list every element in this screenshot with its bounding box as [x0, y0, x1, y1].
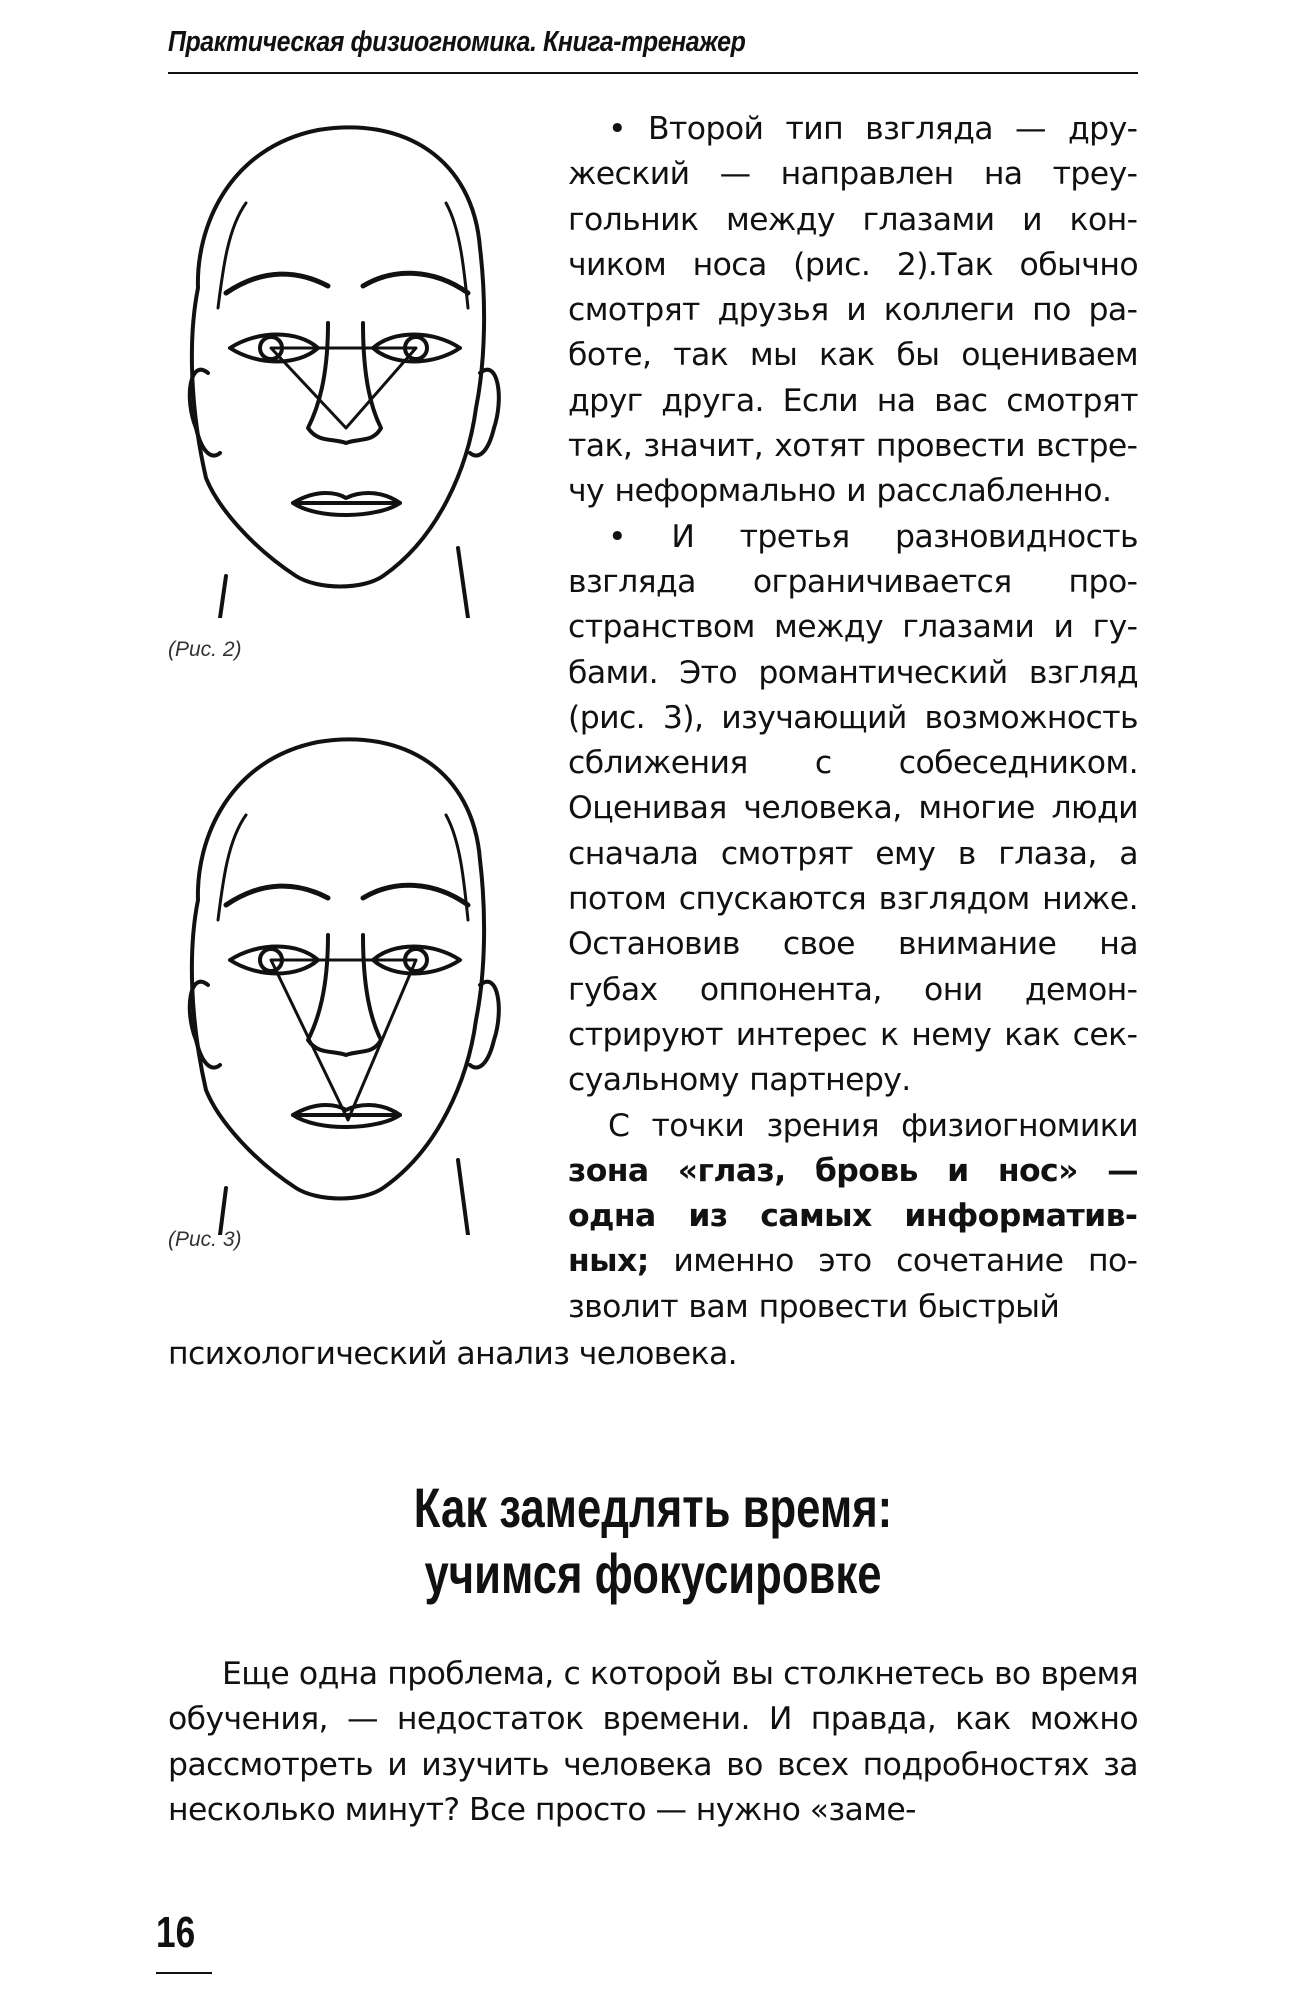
emphasis-zone: зона «глаз, бровь и нос» — одна из самых информативных; — [568, 1152, 1138, 1280]
paragraph-start: С точки зрения физиогномики — [608, 1107, 1138, 1144]
figure-3-face-illustration — [168, 715, 508, 1235]
section-heading — [275, 1475, 1032, 1607]
paragraph-physiognomy-zone — [568, 1104, 1138, 1330]
section-heading-line-2: учимся фокусировке — [424, 1542, 882, 1605]
section-body-paragraph: Еще одна проблема, с которой вы столкнетесь во время обучения, — недостаток времени. И правда, как можно рассмотреть и изучить человека во всех подробностях за несколько минут? Все просто — нужно «заме- — [168, 1656, 1138, 1828]
paragraph-romantic-gaze: • И третья разновидность взгляда ограничивается пространством между глазами и губами. Это романтический взгляд (рис. 3), изучающий возможность сближения с собеседником. Оценивая человека, многие люди сначала смотрят ему в глаза, а потом спускаются взглядом ниже. Остановив свое внимание на губах оппонента, они демонстрируют интерес к нему как сексуальному партнеру. — [568, 518, 1138, 1099]
column-text — [568, 107, 1138, 1330]
paragraph-friendly-gaze: • Второй тип взгляда — дружеский — направлен на треугольник между глазами и кончиком носа (рис. 2).Так обычно смотрят друзья и коллеги по работе, так мы как бы оцениваем друг друга. Если на вас смотрят так, значит, хотят провести встречу неформально и расслабленно. — [568, 111, 1138, 510]
continuation-line: психологический анализ человека. — [168, 1336, 738, 1372]
page-number: 16 — [156, 1908, 196, 1957]
face-romantic-gaze-triangle-illustration — [168, 715, 508, 1235]
figure-3-caption: (Рис. 3) — [168, 1228, 242, 1251]
section-heading-line-1: Как замедлять время: — [413, 1476, 893, 1539]
header-rule — [168, 72, 1138, 74]
figure-2-face-illustration — [168, 108, 508, 618]
section-body — [168, 1652, 1138, 1833]
figure-2-caption: (Рис. 2) — [168, 638, 242, 661]
footer-rule — [156, 1972, 212, 1974]
running-header: Практическая физиогномика. Книга-тренажер — [168, 26, 746, 58]
paragraph-continuation — [168, 1332, 1138, 1377]
face-friendly-gaze-triangle-illustration — [168, 108, 508, 618]
paragraph-end: именно это сочетание позволит вам провести быстрый — [568, 1243, 1138, 1325]
